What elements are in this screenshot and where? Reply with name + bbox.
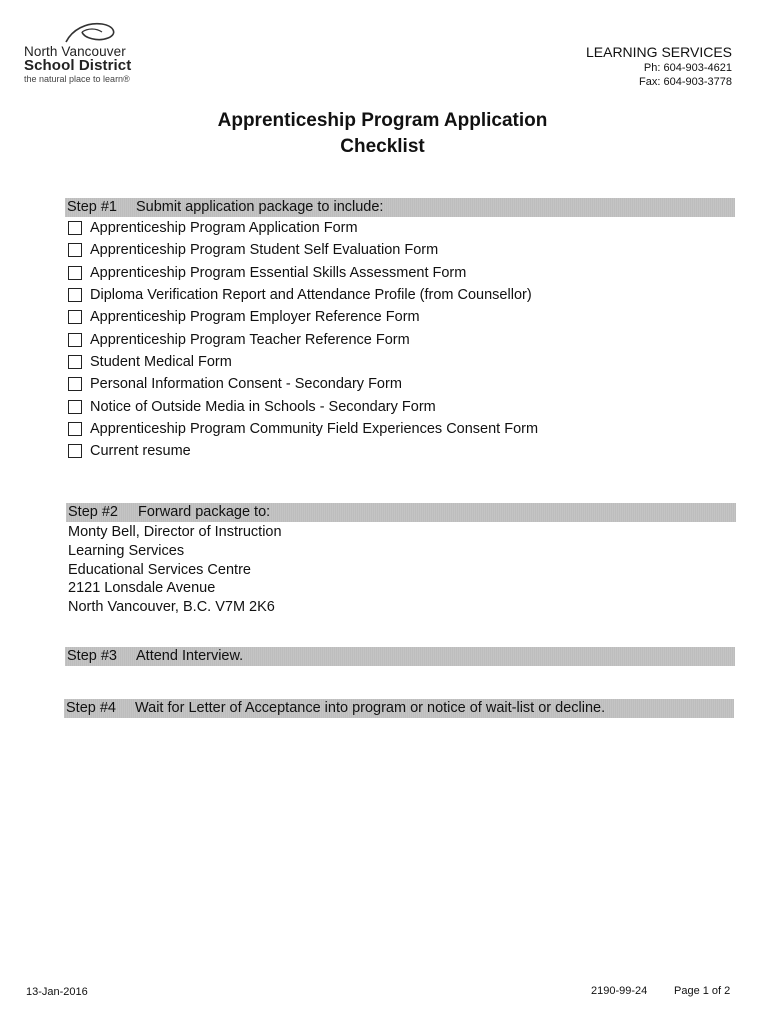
address-line: Learning Services xyxy=(68,542,185,559)
logo-text-line1: North Vancouver xyxy=(24,44,126,59)
address-line: 2121 Lonsdale Avenue xyxy=(68,580,216,597)
address-line: North Vancouver, B.C. V7M 2K6 xyxy=(68,599,275,616)
checklist-item-label: Apprenticeship Program Teacher Reference Form xyxy=(90,331,410,348)
checklist-item xyxy=(68,239,538,261)
contact-block xyxy=(586,44,732,88)
checklist-item-label: Apprenticeship Program Essential Skills Assessment Form xyxy=(90,264,467,281)
address-line: Educational Services Centre xyxy=(68,561,251,578)
checkbox[interactable] xyxy=(68,444,82,458)
step-4-label: Step #4 xyxy=(66,700,116,716)
footer-page-number: Page 1 of 2 xyxy=(674,985,731,997)
checkbox[interactable] xyxy=(68,355,82,369)
step-1-label: Step #1 xyxy=(67,199,117,215)
fax-number: Fax: 604-903-3778 xyxy=(639,76,732,88)
checkbox[interactable] xyxy=(68,333,82,347)
step-2-bar xyxy=(66,503,736,522)
title-line2: Checklist xyxy=(340,136,425,157)
step-3-label: Step #3 xyxy=(67,648,117,664)
checkbox[interactable] xyxy=(68,288,82,302)
step-1-bar xyxy=(65,198,735,217)
checkbox[interactable] xyxy=(68,221,82,235)
district-logo xyxy=(24,20,184,86)
department-name: LEARNING SERVICES xyxy=(585,44,732,60)
document-title xyxy=(0,108,770,160)
checkbox[interactable] xyxy=(68,266,82,280)
step-2-text: Forward package to: xyxy=(138,504,271,520)
checkbox[interactable] xyxy=(68,422,82,436)
step-3-bar xyxy=(65,647,735,666)
application-checklist xyxy=(68,217,538,462)
footer-form-number: 2190-99-24 xyxy=(591,985,648,997)
checklist-item-label: Personal Information Consent - Secondary Form xyxy=(90,376,402,393)
logo-text-line2: School District xyxy=(24,57,132,74)
checklist-item xyxy=(68,262,538,284)
checklist-item xyxy=(68,328,538,350)
checklist-item-label: Diploma Verification Report and Attendance Profile (from Counsellor) xyxy=(90,287,532,304)
step-3-text: Attend Interview. xyxy=(136,648,244,664)
checklist-item xyxy=(68,418,538,440)
checkbox[interactable] xyxy=(68,400,82,414)
checkbox[interactable] xyxy=(68,243,82,257)
leaf-logo-icon xyxy=(62,20,122,46)
checklist-item xyxy=(68,217,538,239)
logo-tagline: the natural place to learn® xyxy=(24,74,130,84)
checklist-item xyxy=(68,373,538,395)
checklist-item-label: Apprenticeship Program Community Field Experiences Consent Form xyxy=(90,420,539,437)
step-2-label: Step #2 xyxy=(68,504,118,520)
checklist-item xyxy=(68,351,538,373)
checklist-item xyxy=(68,306,538,328)
checklist-item-label: Notice of Outside Media in Schools - Secondary Form xyxy=(90,398,436,415)
mailing-address xyxy=(68,523,282,617)
checklist-item xyxy=(68,440,538,462)
checkbox[interactable] xyxy=(68,377,82,391)
step-4-bar xyxy=(64,699,734,718)
phone-number: Ph: 604-903-4621 xyxy=(643,62,732,74)
checklist-item-label: Apprenticeship Program Student Self Evaluation Form xyxy=(90,242,439,259)
checklist-item xyxy=(68,284,538,306)
step-4-text: Wait for Letter of Acceptance into program or notice of wait-list or decline. xyxy=(135,700,606,716)
footer-date: 13-Jan-2016 xyxy=(26,986,88,998)
checklist-item-label: Apprenticeship Program Application Form xyxy=(90,220,358,237)
title-line1: Apprenticeship Program Application xyxy=(217,110,548,131)
address-line: Monty Bell, Director of Instruction xyxy=(68,524,282,540)
step-1-text: Submit application package to include: xyxy=(136,199,384,215)
checklist-item-label: Current resume xyxy=(90,443,191,460)
checkbox[interactable] xyxy=(68,310,82,324)
checklist-item-label: Apprenticeship Program Employer Reference Form xyxy=(90,309,420,326)
checklist-item xyxy=(68,395,538,417)
checklist-item-label: Student Medical Form xyxy=(90,353,232,370)
